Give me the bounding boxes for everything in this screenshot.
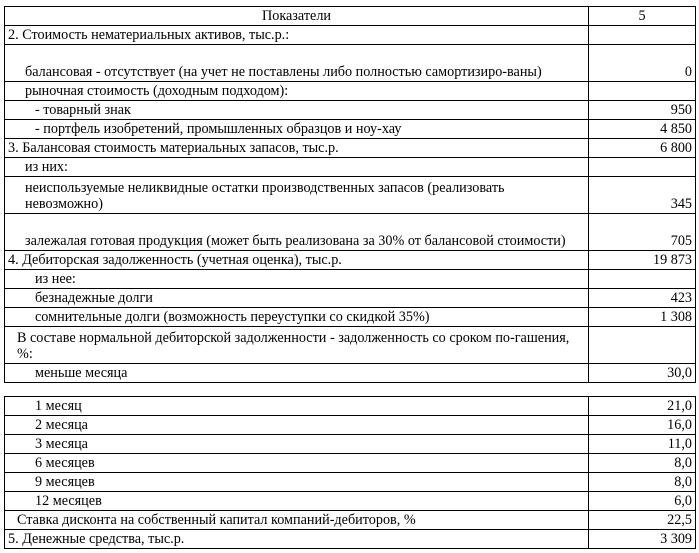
row-label: неиспользуемые неликвидные остатки производственных запасов (реализовать невозможно) [5,177,589,214]
row-value: 4 850 [589,120,696,139]
row-value: 11,0 [589,435,696,454]
row-label: - портфель изобретений, промышленных образцов и ноу-хау [5,120,589,139]
row-label: В составе нормальной дебиторской задолженности - задолженность со сроком по-гашения, %: [5,327,589,364]
row-value: 705 [589,214,696,251]
row-value: 3 309 [589,530,696,549]
table-row [5,289,696,308]
table-row [5,308,696,327]
table-row [5,270,696,289]
row-value: 423 [589,289,696,308]
row-label: 9 месяцев [5,473,589,492]
row-value: 8,0 [589,454,696,473]
indicators-table-bottom [4,396,696,549]
table-row [5,214,696,251]
row-value: 21,0 [589,397,696,416]
row-label: Ставка дисконта на собственный капитал компаний-дебиторов, % [5,511,589,530]
table-row [5,101,696,120]
table-row [5,158,696,177]
row-value: 950 [589,101,696,120]
table-row [5,397,696,416]
row-value: 30,0 [589,364,696,383]
row-label: балансовая - отсутствует (на учет не поставлены либо полностью самортизиро-ваны) [5,45,589,82]
row-label: залежалая готовая продукция (может быть реализована за 30% от балансовой стоимости) [5,214,589,251]
table-row [5,530,696,549]
row-label: рыночная стоимость (доходным подходом): [5,82,589,101]
row-label: 3. Балансовая стоимость материальных запасов, тыс.р. [5,139,589,158]
table-header-row [5,7,696,26]
row-value [589,26,696,45]
row-label: 5. Денежные средства, тыс.р. [5,530,589,549]
row-value [589,82,696,101]
row-value: 345 [589,177,696,214]
row-value [589,270,696,289]
row-label: 2 месяца [5,416,589,435]
row-value: 1 308 [589,308,696,327]
row-value: 6,0 [589,492,696,511]
table-row [5,139,696,158]
header-indicators: Показатели [5,7,589,26]
table-row [5,177,696,214]
row-label: из них: [5,158,589,177]
row-value: 19 873 [589,251,696,270]
table-row [5,82,696,101]
row-label: меньше месяца [5,364,589,383]
row-label: 4. Дебиторская задолженность (учетная оценка), тыс.р. [5,251,589,270]
row-label: - товарный знак [5,101,589,120]
table-row [5,45,696,82]
table-row [5,473,696,492]
table-row [5,251,696,270]
row-label: 2. Стоимость нематериальных активов, тыс.р.: [5,26,589,45]
row-value [589,327,696,364]
row-label: из нее: [5,270,589,289]
row-value: 6 800 [589,139,696,158]
row-label: 6 месяцев [5,454,589,473]
table-row [5,26,696,45]
table-row [5,416,696,435]
indicators-table-top [4,6,696,383]
table-row [5,435,696,454]
row-value: 0 [589,45,696,82]
table-row [5,364,696,383]
row-value: 8,0 [589,473,696,492]
row-value [589,158,696,177]
row-label: сомнительные долги (возможность переуступки со скидкой 35%) [5,308,589,327]
table-row [5,454,696,473]
row-label: безнадежные долги [5,289,589,308]
table-row [5,511,696,530]
table-row [5,327,696,364]
table-row [5,492,696,511]
row-value: 16,0 [589,416,696,435]
row-label: 1 месяц [5,397,589,416]
row-label: 3 месяца [5,435,589,454]
row-value: 22,5 [589,511,696,530]
header-column-5: 5 [589,7,696,26]
row-label: 12 месяцев [5,492,589,511]
table-row [5,120,696,139]
